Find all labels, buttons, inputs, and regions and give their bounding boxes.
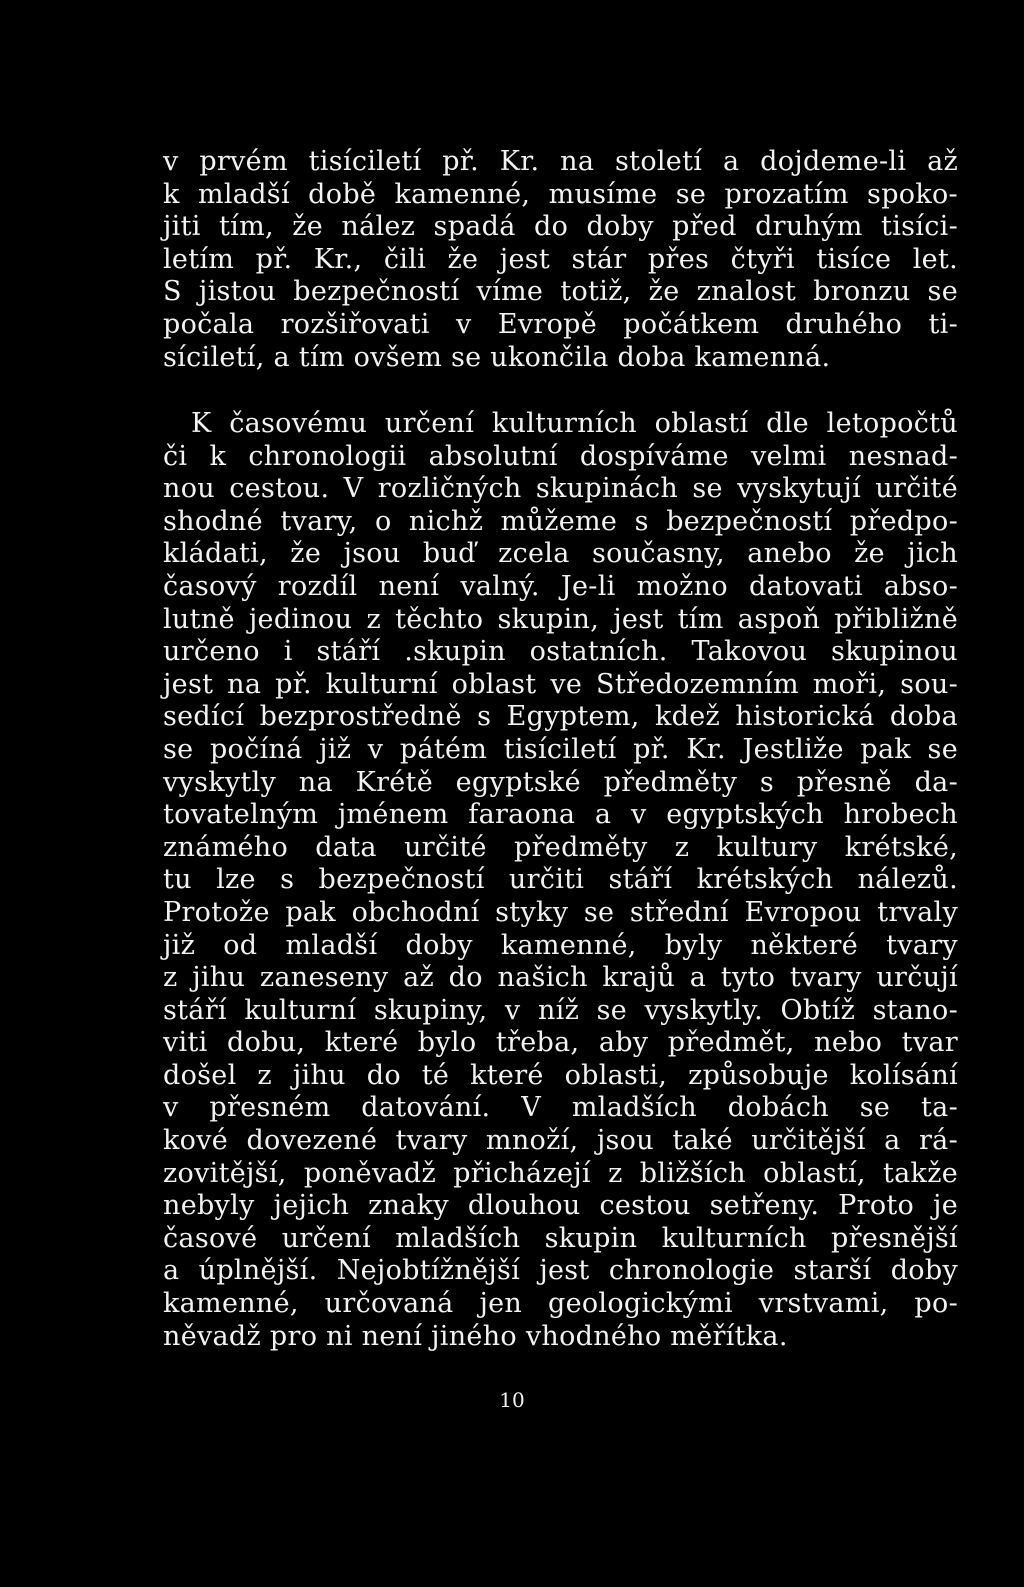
text-line: kládati, že jsou buď zcela současny, anebo že jich — [163, 538, 958, 570]
page-number: 10 — [499, 1388, 525, 1412]
text-line: určeno i stáří .skupin ostatních. Takovou skupinou — [163, 636, 958, 668]
text-line: tu lze s bezpečností určiti stáří krétských nálezů. — [163, 864, 958, 896]
text-line: časové určení mladších skupin kulturních přesnější — [163, 1222, 958, 1254]
text-line: časový rozdíl není valný. Je-li možno datovati abso- — [163, 570, 958, 602]
text-line: letím př. Kr., čili že jest stár přes čtyři tisíce let. — [163, 243, 958, 275]
text-line: viti dobu, které bylo třeba, aby předmět, nebo tvar — [163, 1027, 958, 1059]
text-line: vyskytly na Krétě egyptské předměty s přesně da- — [163, 766, 958, 798]
text-line: sedící bezprostředně s Egyptem, kdež historická doba — [163, 701, 958, 733]
text-line: tovatelným jménem faraona a v egyptských hrobech — [163, 799, 958, 831]
text-line: v prvém tisíciletí př. Kr. na století a dojdeme-li až — [163, 146, 958, 177]
text-line: se počíná již v pátém tisíciletí př. Kr. Jestliže pak se — [163, 733, 958, 765]
text-line: K časovému určení kulturních oblastí dle letopočtů — [191, 408, 958, 439]
text-line: nou cestou. V rozličných skupinách se vyskytují určité — [163, 473, 958, 505]
text-line: již od mladší doby kamenné, byly některé tvary — [163, 929, 958, 961]
text-line: síciletí, a tím ovšem se ukončila doba kamenná. — [163, 341, 831, 373]
text-line: nebyly jejich znaky dlouhou cestou setřeny. Proto je — [163, 1190, 958, 1222]
text-line: k mladší době kamenné, musíme se prozatím spoko- — [163, 178, 958, 210]
text-line: počala rozšiřovati v Evropě počátkem druhého ti- — [163, 308, 958, 340]
text-line: jiti tím, že nález spadá do doby před druhým tisíci- — [163, 211, 958, 243]
paragraph-2 — [163, 408, 958, 1353]
text-line: shodné tvary, o nichž můžeme s bezpečností předpo- — [163, 505, 958, 537]
text-line: zovitější, poněvadž přicházejí z bližších oblastí, takže — [163, 1157, 958, 1189]
text-line: došel z jihu do té které oblasti, způsobuje kolísání — [163, 1059, 958, 1091]
paragraph-1 — [163, 146, 958, 374]
text-line: kamenné, určovaná jen geologickými vrstvami, po- — [163, 1288, 958, 1320]
text-line: stáří kulturní skupiny, v níž se vyskytly. Obtíž stano- — [163, 994, 958, 1026]
text-line: lutně jedinou z těchto skupin, jest tím aspoň přibližně — [163, 603, 958, 635]
text-line: či k chronologii absolutní dospíváme velmi nesnad- — [163, 440, 958, 472]
text-line: S jistou bezpečností víme totiž, že znalost bronzu se — [163, 276, 958, 308]
text-line: z jihu zaneseny až do našich krajů a tyto tvary určují — [163, 962, 958, 994]
text-line: kové dovezené tvary množí, jsou také určitější a rá- — [163, 1125, 958, 1157]
text-line: v přesném datování. V mladších dobách se ta- — [163, 1092, 958, 1124]
text-line: Protože pak obchodní styky se střední Evropou trvaly — [163, 896, 958, 928]
text-line: a úplnější. Nejobtížnější jest chronologie starší doby — [163, 1255, 958, 1287]
text-line: jest na př. kulturní oblast ve Středozemním moři, sou- — [163, 668, 958, 700]
text-line: něvadž pro ni není jiného vhodného měřítka. — [163, 1320, 788, 1352]
text-line: známého data určité předměty z kultury krétské, — [163, 831, 958, 863]
